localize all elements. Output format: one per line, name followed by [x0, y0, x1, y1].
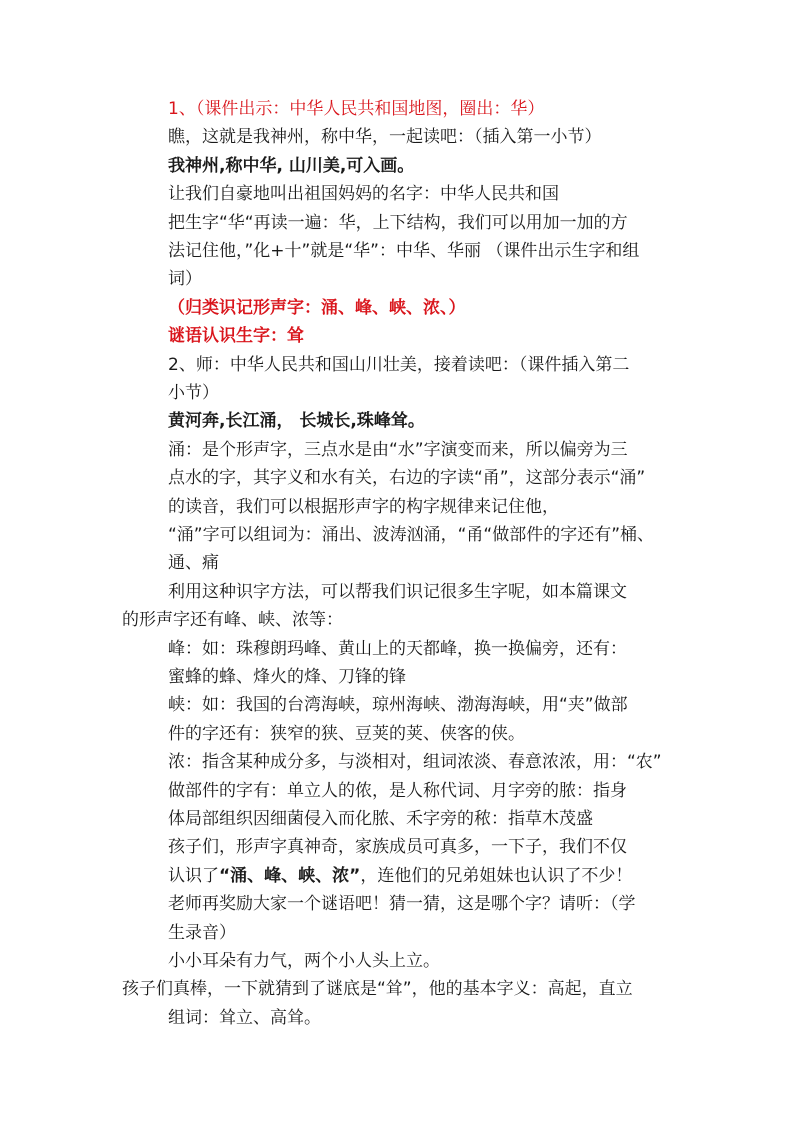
line-29: 老师再奖励大家一个谜语吧！猜一猜，这是哪个字？请听：（学 [168, 894, 636, 914]
line-17: 通、痛 [168, 553, 219, 573]
line-33: 组词：耸立、高耸。 [168, 1008, 321, 1028]
line-28-bold: “涌、峰、峡、浓” [219, 866, 361, 886]
line-24: 浓：指含某种成分多，与淡相对，组词浓淡、春意浓浓，用：“农” [168, 752, 662, 772]
line-28-post: ，连他们的兄弟姐妹也认识了不少！ [360, 866, 633, 886]
line-18: 利用这种识字方法，可以帮我们识记很多生字呢，如本篇课文 [168, 582, 627, 602]
line-26: 体局部组织因细菌侵入而化脓、禾字旁的秾：指草木茂盛 [168, 809, 593, 829]
line-15: 的读音，我们可以根据形声字的构字规律来记住他， [168, 497, 559, 517]
line-25: 做部件的字有：单立人的侬，是人称代词、月字旁的脓：指身 [168, 781, 627, 801]
line-20: 峰：如：珠穆朗玛峰、黄山上的天都峰，换一换偏旁，还有： [168, 639, 627, 659]
line-9: 谜语认识生字：耸 [168, 326, 304, 346]
line-3: 我神州,称中华, 山川美,可入画。 [168, 156, 415, 176]
line-7: 词） [168, 269, 202, 289]
line-30: 生录音） [168, 923, 236, 943]
line-2: 瞧，这就是我神州，称中华，一起读吧：（插入第一小节） [168, 127, 602, 147]
line-32: 孩子们真棒，一下就猜到了谜底是“耸”，他的基本字义：高起，直立 [122, 979, 633, 999]
line-14: 点水的字，其字义和水有关，右边的字读“甬”，这部分表示“涌” [168, 468, 646, 488]
line-19: 的形声字还有峰、峡、浓等： [122, 610, 343, 630]
line-28 [168, 863, 632, 889]
line-31: 小小耳朵有力气，两个小人头上立。 [168, 951, 440, 971]
line-13: 涌：是个形声字，三点水是由“水”字演变而来，所以偏旁为三 [168, 440, 628, 460]
line-21: 蜜蜂的蜂、烽火的烽、刀锋的锋 [168, 667, 406, 687]
line-6: 法记住他，”化+十”就是“华”：中华、华丽 （课件出示生字和组 [168, 241, 640, 261]
line-23: 件的字还有：狭窄的狭、豆荚的荚、侠客的侠。 [168, 724, 525, 744]
line-4: 让我们自豪地叫出祖国妈妈的名字：中华人民共和国 [168, 184, 559, 204]
line-16: “涌”字可以组词为：涌出、波涛汹涌，“甬“做部件的字还有”桶、 [168, 525, 655, 545]
line-11: 小节） [168, 383, 219, 403]
line-28-pre: 认识了 [168, 866, 219, 886]
line-1: 1、（课件出示：中华人民共和国地图，圈出：华） [168, 99, 545, 119]
line-8: （归类识记形声字：涌、峰、峡、浓、） [168, 298, 466, 318]
line-27: 孩子们，形声字真神奇，家族成员可真多，一下子，我们不仅 [168, 837, 627, 857]
line-12: 黄河奔,长江涌， 长城长,珠峰耸。 [168, 411, 425, 431]
line-5: 把生字“华“再读一遍：华，上下结构，我们可以用加一加的方 [168, 213, 628, 233]
line-22: 峡：如：我国的台湾海峡，琼州海峡、渤海海峡，用“夹”做部 [168, 695, 628, 715]
line-10: 2、师：中华人民共和国山川壮美，接着读吧：（课件插入第二 [168, 355, 630, 375]
